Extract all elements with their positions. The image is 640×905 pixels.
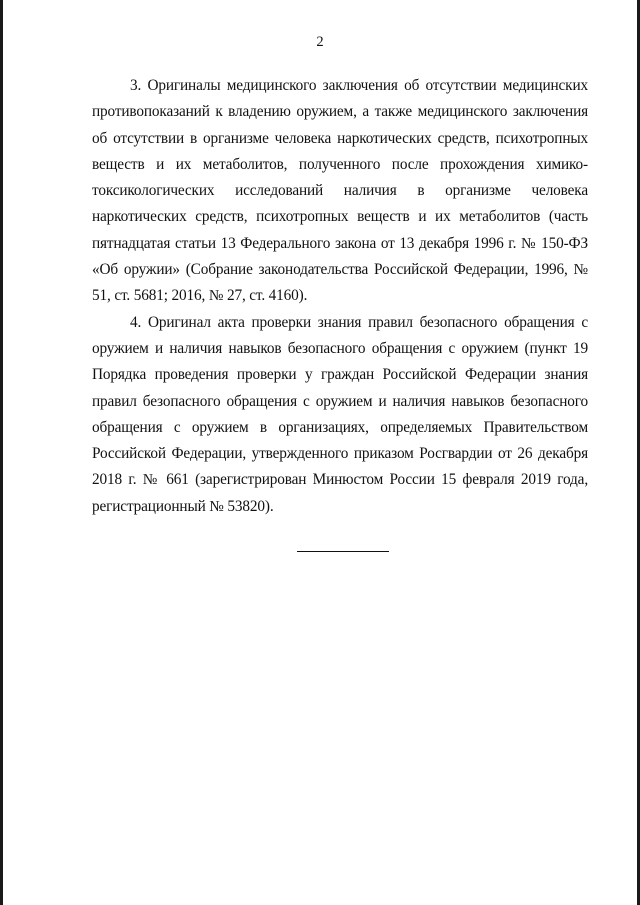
paragraph-item-3: 3. Оригиналы медицинского заключения об отсутствии медицинских противопоказаний к владению оружием, а также медицинского заключения об отсутствии в организме человека наркотических средств, психотропных веществ и их метаболитов, полученного после прохождения химико-токсикологических исследований наличия в организме человека наркотических средств, психотропных веществ и их метаболитов (часть пятнадцатая статьи 13 Федерального закона от 13 декабря 1996 г. № 150-ФЗ «Об оружии» (Собрание законодательства Российской Федерации, 1996, № 51, ст. 5681; 2016, № 27, ст. 4160). [92, 77, 588, 305]
page-number: 2 [316, 34, 324, 50]
scan-edge-left [0, 0, 3, 905]
document-body [92, 73, 588, 520]
closing-rule [297, 551, 389, 552]
paragraph-item-4: 4. Оригинал акта проверки знания правил безопасного обращения с оружием и наличия навыков безопасного обращения с оружием (пункт 19 Порядка проведения проверки у граждан Российской Федерации знания правил безопасного обращения с оружием и наличия навыков безопасного обращения с оружием в организациях, определяемых Правительством Российской Федерации, утвержденного приказом Росгвардии от 26 декабря 2018 г. № 661 (зарегистрирован Минюстом России 15 февраля 2019 года, регистрационный № 53820). [92, 313, 588, 515]
